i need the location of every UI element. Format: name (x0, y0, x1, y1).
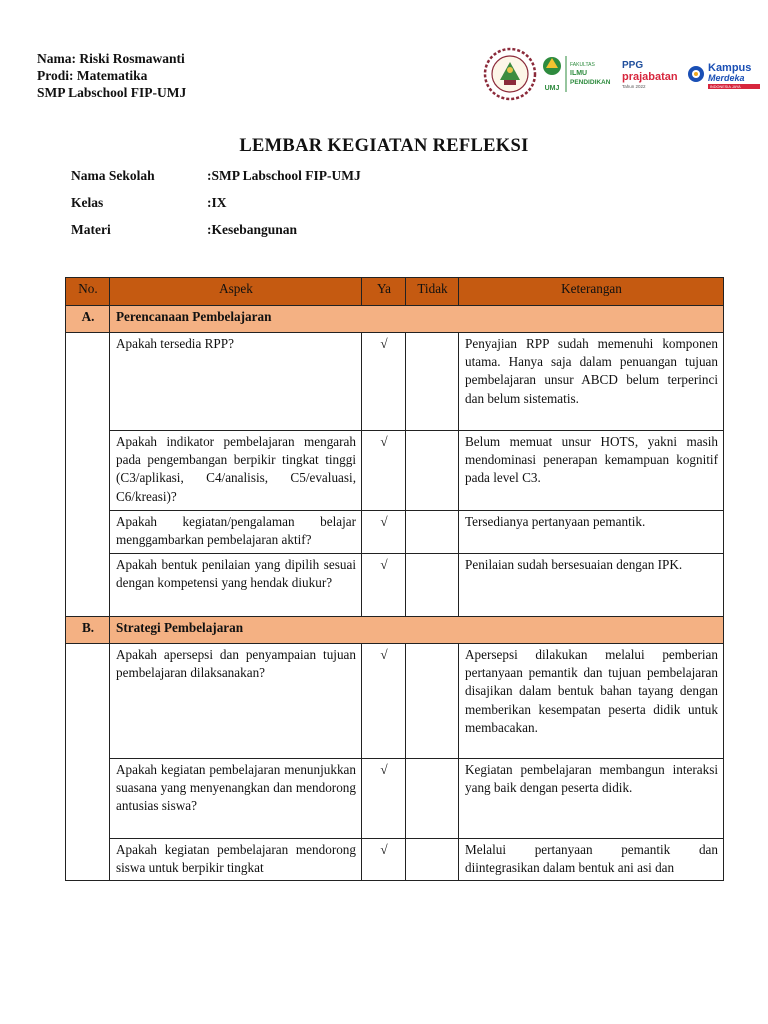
table-row (66, 839, 724, 881)
ya-cell: √ (362, 644, 406, 759)
aspek-cell: Apakah apersepsi dan penyampaian tujuan pembelajaran dilaksanakan? (110, 644, 362, 759)
table-row (66, 554, 724, 617)
keterangan-cell: Penilaian sudah bersesuaian dengan IPK. (459, 554, 724, 617)
section-row (66, 306, 724, 333)
header-aspek: Aspek (110, 278, 362, 306)
row-number-cell (66, 333, 110, 617)
aspek-cell: Apakah kegiatan pembelajaran menunjukkan suasana yang menyenangkan dan mendorong antusias siswa? (110, 759, 362, 839)
ya-cell: √ (362, 511, 406, 554)
keterangan-cell: Penyajian RPP sudah memenuhi komponen utama. Hanya saja dalam penuangan tujuan pembelajaran unsur ABCD belum terperinci dan belum sistematis. (459, 333, 724, 431)
meta-key: Materi (71, 222, 111, 237)
table-header-row (66, 278, 724, 306)
logo-strip (482, 44, 764, 104)
tidak-cell (406, 839, 459, 881)
meta-value: :SMP Labschool FIP-UMJ (207, 168, 361, 183)
tidak-cell (406, 431, 459, 511)
svg-text:PENDIDIKAN: PENDIDIKAN (570, 79, 611, 86)
ya-cell: √ (362, 554, 406, 617)
meta-key: Nama Sekolah (71, 168, 155, 183)
tidak-cell (406, 333, 459, 431)
keterangan-cell: Tersedianya pertanyaan pemantik. (459, 511, 724, 554)
aspek-cell: Apakah bentuk penilaian yang dipilih sesuai dengan kompetensi yang hendak diukur? (110, 554, 362, 617)
page-title: LEMBAR KEGIATAN REFLEKSI (239, 136, 529, 156)
keterangan-cell: Melalui pertanyaan pemantik dan diintegrasikan dalam bentuk ani asi dan (459, 839, 724, 881)
umj-logo-text: UMJ (544, 85, 560, 92)
section-title: Perencanaan Pembelajaran (110, 306, 724, 333)
reflection-table (65, 277, 724, 881)
svg-text:prajabatan: prajabatan (622, 71, 678, 83)
table-row (66, 333, 724, 431)
labschool-seal-logo (485, 49, 535, 99)
meta-value: :IX (207, 195, 227, 210)
table-row (66, 431, 724, 511)
umj-logo (543, 57, 561, 92)
student-name: Nama: Riski Rosmawanti (37, 51, 185, 66)
meta-key: Kelas (71, 195, 104, 210)
tidak-cell (406, 511, 459, 554)
fip-logo-text (570, 62, 611, 86)
tidak-cell (406, 759, 459, 839)
student-info (37, 50, 186, 101)
institution-logos (482, 44, 764, 104)
section-number: A. (66, 306, 110, 333)
ya-cell: √ (362, 333, 406, 431)
table-row (66, 759, 724, 839)
aspek-cell: Apakah tersedia RPP? (110, 333, 362, 431)
ya-cell: √ (362, 431, 406, 511)
tidak-cell (406, 554, 459, 617)
aspek-cell: Apakah kegiatan/pengalaman belajar menggambarkan pembelajaran aktif? (110, 511, 362, 554)
svg-text:Tahun 2022: Tahun 2022 (622, 84, 646, 89)
keterangan-cell: Kegiatan pembelajaran membangun interaksi yang baik dengan peserta didik. (459, 759, 724, 839)
keterangan-cell: Belum memuat unsur HOTS, yakni masih mendominasi penerapan kemampuan kognitif pada level C3. (459, 431, 724, 511)
header-ya: Ya (362, 278, 406, 306)
section-title: Strategi Pembelajaran (110, 617, 724, 644)
svg-text:FAKULTAS: FAKULTAS (570, 62, 595, 68)
header-tidak: Tidak (406, 278, 459, 306)
aspek-cell: Apakah indikator pembelajaran mengarah pada pengembangan berpikir tingkat tinggi (C3/aplikasi, C4/analisis, C5/evaluasi, C6/kreasi)? (110, 431, 362, 511)
aspek-cell: Apakah kegiatan pembelajaran mendorong siswa untuk berpikir tingkat (110, 839, 362, 881)
row-number-cell (66, 644, 110, 881)
svg-text:INDONESIA JAYA: INDONESIA JAYA (710, 85, 741, 90)
ya-cell: √ (362, 759, 406, 839)
svg-text:PPG: PPG (622, 60, 644, 71)
ya-cell: √ (362, 839, 406, 881)
school-name: SMP Labschool FIP-UMJ (37, 85, 187, 100)
svg-text:Merdeka: Merdeka (708, 73, 745, 83)
header-keterangan: Keterangan (459, 278, 724, 306)
keterangan-cell: Apersepsi dilakukan melalui pemberian pertanyaan pemantik dan tujuan pembelajaran disajikan dalam bentuk bahan tayang dengan memberikan kesempatan peserta didik untuk membacakan. (459, 644, 724, 759)
kampus-merdeka-logo (688, 62, 760, 89)
meta-value: :Kesebangunan (207, 222, 298, 237)
svg-text:ILMU: ILMU (570, 70, 588, 77)
header-no: No. (66, 278, 110, 306)
tidak-cell (406, 644, 459, 759)
table-row (66, 511, 724, 554)
study-program: Prodi: Matematika (37, 68, 148, 83)
svg-text:Kampus: Kampus (708, 62, 752, 74)
table-row (66, 644, 724, 759)
ppg-prajabatan-logo (622, 60, 678, 89)
section-row (66, 617, 724, 644)
section-number: B. (66, 617, 110, 644)
